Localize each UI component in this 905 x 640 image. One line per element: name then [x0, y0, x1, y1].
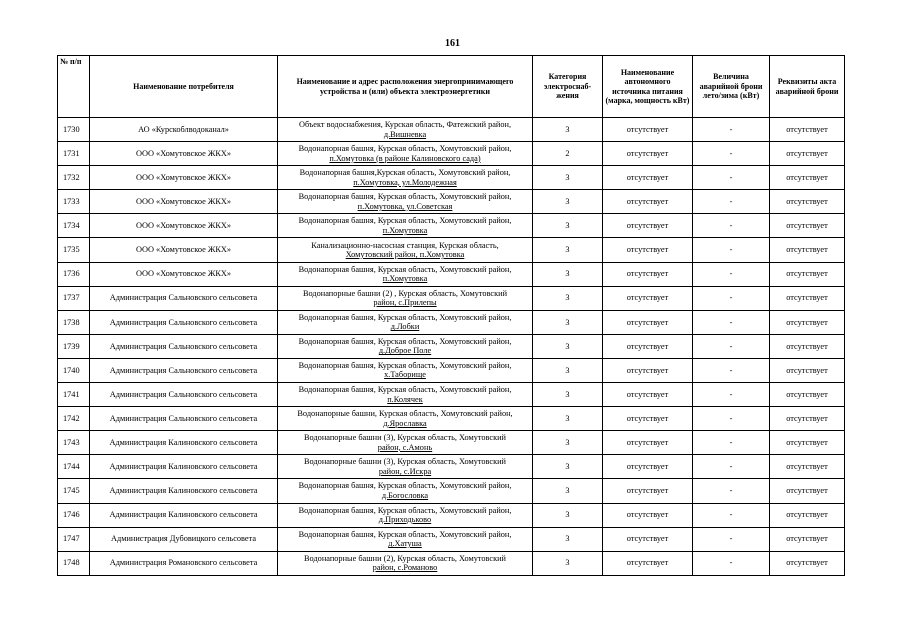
address-line-2: район, с.Романово [372, 563, 438, 573]
emergency-reserve: - [693, 214, 770, 238]
autonomous-source: отсутствует [603, 407, 693, 431]
emergency-reserve: - [693, 358, 770, 382]
table-row [58, 334, 845, 358]
supply-category: 3 [533, 238, 603, 262]
address-line-1: Водонапорная башня, Курская область, Хомутовский район, [298, 529, 512, 539]
row-number: 1747 [58, 527, 90, 551]
row-number: 1738 [58, 310, 90, 334]
emergency-reserve: - [693, 407, 770, 431]
autonomous-source: отсутствует [603, 383, 693, 407]
table-row [58, 166, 845, 190]
autonomous-source: отсутствует [603, 479, 693, 503]
autonomous-source: отсутствует [603, 262, 693, 286]
supply-category: 3 [533, 190, 603, 214]
consumer-name: ООО «Хомутовское ЖКХ» [90, 238, 278, 262]
row-number: 1736 [58, 262, 90, 286]
emergency-reserve: - [693, 238, 770, 262]
autonomous-source: отсутствует [603, 286, 693, 310]
header-num: № п/п [58, 56, 90, 118]
act-details: отсутствует [770, 431, 845, 455]
row-number: 1743 [58, 431, 90, 455]
supply-category: 3 [533, 262, 603, 286]
act-details: отсутствует [770, 262, 845, 286]
object-address [278, 431, 533, 455]
address-line-1: Водонапорные башни (2) , Курская область, Хомутовский [302, 288, 508, 298]
address-line-2: Хомутовский район, п.Хомутовка [345, 250, 465, 260]
header-act: Реквизиты акта аварийной брони [770, 56, 845, 118]
supply-category: 3 [533, 455, 603, 479]
autonomous-source: отсутствует [603, 334, 693, 358]
emergency-reserve: - [693, 142, 770, 166]
consumer-name: Администрация Романовского сельсовета [90, 551, 278, 575]
row-number: 1745 [58, 479, 90, 503]
consumer-name: Администрация Сальновского сельсовета [90, 310, 278, 334]
address-line-2: д.Вишневка [383, 129, 427, 139]
supply-category: 3 [533, 431, 603, 455]
table-row [58, 455, 845, 479]
supply-category: 3 [533, 407, 603, 431]
supply-category: 3 [533, 479, 603, 503]
emergency-reserve: - [693, 479, 770, 503]
supply-category: 3 [533, 214, 603, 238]
row-number: 1732 [58, 166, 90, 190]
header-consumer: Наименование потребителя [90, 56, 278, 118]
autonomous-source: отсутствует [603, 166, 693, 190]
consumer-name: Администрация Калиновского сельсовета [90, 503, 278, 527]
autonomous-source: отсутствует [603, 214, 693, 238]
object-address [278, 214, 533, 238]
consumer-name: Администрация Калиновского сельсовета [90, 455, 278, 479]
emergency-reserve: - [693, 166, 770, 190]
object-address [278, 358, 533, 382]
address-line-2: п.Хомутовка [382, 274, 428, 284]
act-details: отсутствует [770, 286, 845, 310]
autonomous-source: отсутствует [603, 431, 693, 455]
table-row [58, 190, 845, 214]
object-address [278, 262, 533, 286]
emergency-reserve: - [693, 551, 770, 575]
address-line-2: х.Таборище [384, 370, 426, 380]
address-line-2: район, с.Прилепы [373, 298, 437, 308]
emergency-reserve: - [693, 310, 770, 334]
table-row [58, 358, 845, 382]
address-line-1: Канализационно-насосная станция, Курская область, [311, 240, 499, 250]
table-row [58, 527, 845, 551]
autonomous-source: отсутствует [603, 118, 693, 142]
address-line-2: д.Богословка [381, 490, 429, 500]
supply-category: 3 [533, 551, 603, 575]
address-line-1: Водонапорная башня, Курская область, Хомутовский район, [298, 312, 512, 322]
act-details: отсутствует [770, 166, 845, 190]
object-address [278, 407, 533, 431]
act-details: отсутствует [770, 142, 845, 166]
address-line-2: п.Хомутовка, ул.Советская [357, 201, 453, 211]
emergency-reserve: - [693, 503, 770, 527]
emergency-reserve: - [693, 383, 770, 407]
address-line-1: Водонапорная башня, Курская область, Хомутовский район, [298, 216, 512, 226]
address-line-1: Водонапорные башни (2), Курская область, Хомутовский [304, 553, 506, 563]
autonomous-source: отсутствует [603, 503, 693, 527]
row-number: 1741 [58, 383, 90, 407]
address-line-2: д.Хатуша [388, 539, 422, 549]
table-row [58, 238, 845, 262]
object-address [278, 190, 533, 214]
object-address [278, 479, 533, 503]
table-row [58, 479, 845, 503]
object-address [278, 503, 533, 527]
row-number: 1744 [58, 455, 90, 479]
table-row [58, 551, 845, 575]
address-line-1: Водонапорная башня, Курская область, Хомутовский район, [298, 385, 512, 395]
address-line-1: Водонапорные башни, Курская область, Хомутовский район, [297, 409, 513, 419]
supply-category: 3 [533, 286, 603, 310]
address-line-1: Водонапорная башня, Курская область, Хомутовский район, [298, 481, 512, 491]
object-address [278, 455, 533, 479]
act-details: отсутствует [770, 214, 845, 238]
consumer-name: ООО «Хомутовское ЖКХ» [90, 190, 278, 214]
supply-category: 2 [533, 142, 603, 166]
emergency-reserve: - [693, 455, 770, 479]
address-line-1: Водонапорная башня, Курская область, Хомутовский район, [298, 192, 512, 202]
object-address [278, 310, 533, 334]
consumer-name: Администрация Сальновского сельсовета [90, 334, 278, 358]
table-row [58, 214, 845, 238]
act-details: отсутствует [770, 190, 845, 214]
consumer-name: Администрация Сальновского сельсовета [90, 358, 278, 382]
object-address [278, 551, 533, 575]
supply-category: 3 [533, 503, 603, 527]
address-line-1: Объект водоснабжения, Курская область, Фатежский район, [298, 120, 512, 130]
row-number: 1742 [58, 407, 90, 431]
page-number: 161 [445, 38, 460, 49]
emergency-reserve: - [693, 431, 770, 455]
address-line-1: Водонапорные башни (3), Курская область, Хомутовский [304, 457, 506, 467]
address-line-2: д.Лобки [390, 322, 420, 332]
address-line-2: район, с.Амонь [377, 442, 433, 452]
supply-category: 3 [533, 527, 603, 551]
act-details: отсутствует [770, 118, 845, 142]
row-number: 1735 [58, 238, 90, 262]
address-line-2: д.Ярославка [383, 418, 427, 428]
row-number: 1748 [58, 551, 90, 575]
supply-category: 3 [533, 334, 603, 358]
act-details: отсутствует [770, 383, 845, 407]
consumer-name: Администрация Калиновского сельсовета [90, 431, 278, 455]
consumer-name: АО «Курскоблводоканал» [90, 118, 278, 142]
object-address [278, 118, 533, 142]
supply-category: 3 [533, 383, 603, 407]
act-details: отсутствует [770, 527, 845, 551]
row-number: 1733 [58, 190, 90, 214]
consumer-name: ООО «Хомутовское ЖКХ» [90, 142, 278, 166]
emergency-reserve: - [693, 190, 770, 214]
table-row [58, 407, 845, 431]
table-row [58, 383, 845, 407]
act-details: отсутствует [770, 238, 845, 262]
object-address [278, 383, 533, 407]
supply-category: 3 [533, 118, 603, 142]
consumer-name: Администрация Сальновского сельсовета [90, 407, 278, 431]
act-details: отсутствует [770, 503, 845, 527]
act-details: отсутствует [770, 551, 845, 575]
address-line-1: Водонапорная башня, Курская область, Хомутовский район, [298, 360, 512, 370]
emergency-reserve: - [693, 334, 770, 358]
table-row [58, 142, 845, 166]
address-line-2: п.Хомутовка [382, 225, 428, 235]
header-row [58, 56, 845, 118]
row-number: 1731 [58, 142, 90, 166]
address-line-1: Водонапорная башня, Курская область, Хомутовский район, [298, 336, 512, 346]
table-body [58, 118, 845, 576]
act-details: отсутствует [770, 358, 845, 382]
emergency-reserve: - [693, 118, 770, 142]
autonomous-source: отсутствует [603, 310, 693, 334]
address-line-2: п.Хомутовка (в районе Калиновского сада) [329, 153, 481, 163]
address-line-2: п.Колячек [387, 394, 423, 404]
supply-category: 3 [533, 358, 603, 382]
table-row [58, 286, 845, 310]
consumer-name: ООО «Хомутовское ЖКХ» [90, 262, 278, 286]
address-line-2: п.Хомутовка, ул.Молодежная [353, 177, 457, 187]
table-row [58, 503, 845, 527]
header-category: Категория электроснаб-жения [533, 56, 603, 118]
emergency-reserve: - [693, 262, 770, 286]
autonomous-source: отсутствует [603, 190, 693, 214]
consumer-name: ООО «Хомутовское ЖКХ» [90, 214, 278, 238]
table-row [58, 262, 845, 286]
autonomous-source: отсутствует [603, 142, 693, 166]
address-line-2: д.Доброе Поле [378, 346, 432, 356]
object-address [278, 166, 533, 190]
consumer-name: Администрация Калиновского сельсовета [90, 479, 278, 503]
address-line-1: Водонапорные башни (3), Курская область, Хомутовский [304, 433, 506, 443]
header-source: Наименование автономного источника питания (марка, мощность кВт) [603, 56, 693, 118]
act-details: отсутствует [770, 455, 845, 479]
act-details: отсутствует [770, 407, 845, 431]
table-row [58, 118, 845, 142]
consumers-table [57, 55, 845, 576]
consumer-name: Администрация Дубовицкого сельсовета [90, 527, 278, 551]
header-power: Величина аварийной брони лето/зима (кВт) [693, 56, 770, 118]
row-number: 1740 [58, 358, 90, 382]
object-address [278, 527, 533, 551]
row-number: 1734 [58, 214, 90, 238]
autonomous-source: отсутствует [603, 455, 693, 479]
act-details: отсутствует [770, 310, 845, 334]
header-address: Наименование и адрес расположения энергопринимающего устройства и (или) объекта электроэнергетики [278, 56, 533, 118]
object-address [278, 334, 533, 358]
autonomous-source: отсутствует [603, 238, 693, 262]
object-address [278, 238, 533, 262]
autonomous-source: отсутствует [603, 527, 693, 551]
emergency-reserve: - [693, 286, 770, 310]
row-number: 1730 [58, 118, 90, 142]
row-number: 1737 [58, 286, 90, 310]
row-number: 1746 [58, 503, 90, 527]
row-number: 1739 [58, 334, 90, 358]
address-line-1: Водонапорная башня, Курская область, Хомутовский район, [298, 144, 512, 154]
address-line-1: Водонапорная башня, Курская область, Хомутовский район, [298, 505, 512, 515]
address-line-1: Водонапорная башня,Курская область, Хомутовский район, [299, 168, 511, 178]
act-details: отсутствует [770, 479, 845, 503]
consumer-name: ООО «Хомутовское ЖКХ» [90, 166, 278, 190]
autonomous-source: отсутствует [603, 358, 693, 382]
autonomous-source: отсутствует [603, 551, 693, 575]
consumer-name: Администрация Сальновского сельсовета [90, 286, 278, 310]
consumer-name: Администрация Сальновского сельсовета [90, 383, 278, 407]
table-row [58, 431, 845, 455]
address-line-2: район, с.Искра [378, 466, 432, 476]
address-line-1: Водонапорная башня, Курская область, Хомутовский район, [298, 264, 512, 274]
address-line-2: д.Приходьково [378, 515, 432, 525]
emergency-reserve: - [693, 527, 770, 551]
table-row [58, 310, 845, 334]
supply-category: 3 [533, 310, 603, 334]
act-details: отсутствует [770, 334, 845, 358]
supply-category: 3 [533, 166, 603, 190]
object-address [278, 286, 533, 310]
object-address [278, 142, 533, 166]
